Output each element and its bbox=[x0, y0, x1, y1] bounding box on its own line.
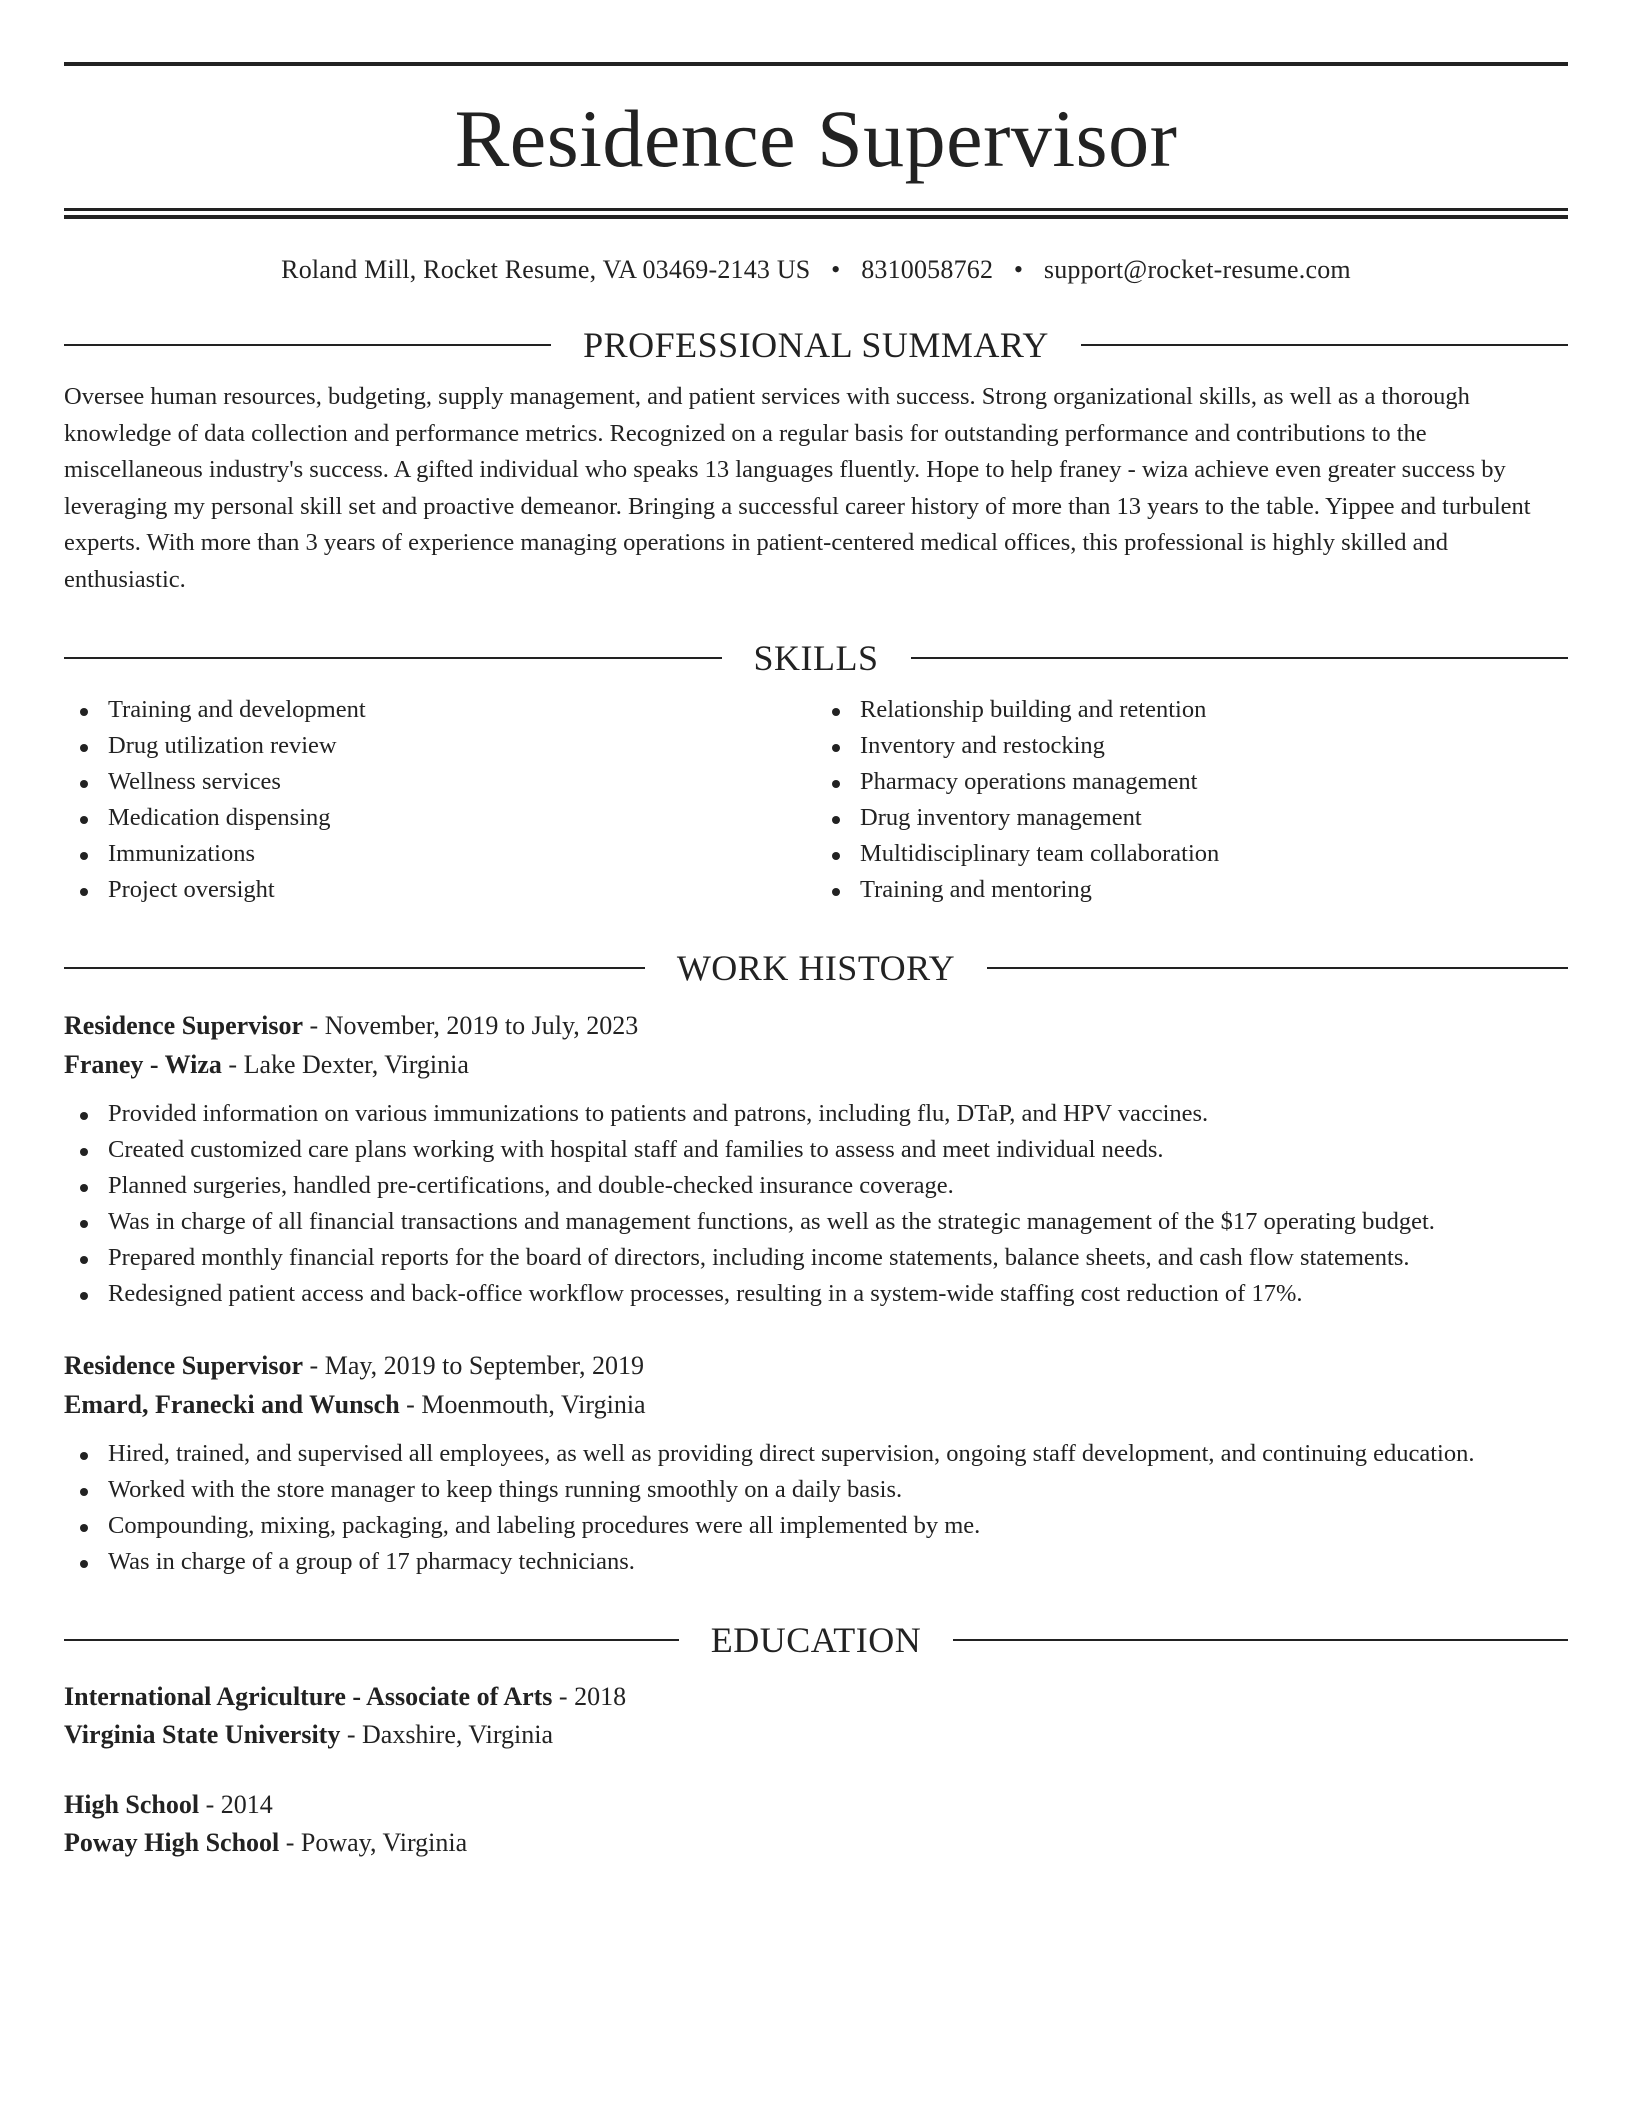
heading-rule-left bbox=[64, 1639, 679, 1641]
education-degree-line bbox=[64, 1786, 1568, 1824]
education-degree: High School bbox=[64, 1790, 200, 1819]
summary-heading-label: PROFESSIONAL SUMMARY bbox=[583, 325, 1049, 365]
job-bullet: Provided information on various immunizations to patients and patrons, including flu, DTaP, and HPV vaccines. bbox=[64, 1096, 1568, 1132]
job-company-line bbox=[64, 1385, 1568, 1424]
education-year: - 2018 bbox=[552, 1682, 627, 1711]
job-bullet: Was in charge of a group of 17 pharmacy technicians. bbox=[64, 1544, 1568, 1580]
job-company-line bbox=[64, 1045, 1568, 1084]
job-bullet: Planned surgeries, handled pre-certifications, and double-checked insurance coverage. bbox=[64, 1168, 1568, 1204]
heading-rule-right bbox=[911, 657, 1569, 659]
job-location: - Lake Dexter, Virginia bbox=[221, 1050, 469, 1079]
education-degree: International Agriculture - Associate of Arts bbox=[64, 1682, 553, 1711]
skill-item: Inventory and restocking bbox=[816, 728, 1568, 764]
skill-item: Drug inventory management bbox=[816, 800, 1568, 836]
job-location: - Moenmouth, Virginia bbox=[399, 1390, 646, 1419]
job-bullets bbox=[64, 1096, 1568, 1312]
job-entry bbox=[64, 1346, 1568, 1580]
job-bullet: Created customized care plans working with hospital staff and families to assess and meet individual needs. bbox=[64, 1132, 1568, 1168]
job-title: Residence Supervisor bbox=[64, 1351, 304, 1380]
summary-heading bbox=[64, 325, 1568, 365]
skill-item: Project oversight bbox=[64, 872, 816, 908]
education-entry bbox=[64, 1786, 1568, 1862]
job-bullet: Was in charge of all financial transactions and management functions, as well as the strategic management of the $17 operating budget. bbox=[64, 1204, 1568, 1240]
heading-rule-right bbox=[953, 1639, 1568, 1641]
skills-right-list bbox=[816, 692, 1568, 908]
job-bullet: Hired, trained, and supervised all employees, as well as providing direct supervision, ongoing staff development, and continuing education. bbox=[64, 1436, 1568, 1472]
skill-item: Medication dispensing bbox=[64, 800, 816, 836]
job-bullet: Redesigned patient access and back-office workflow processes, resulting in a system-wide staffing cost reduction of 17%. bbox=[64, 1276, 1568, 1312]
double-rule bbox=[64, 208, 1568, 219]
heading-rule-left bbox=[64, 344, 551, 346]
skill-item: Pharmacy operations management bbox=[816, 764, 1568, 800]
work-heading bbox=[64, 948, 1568, 988]
job-bullet: Compounding, mixing, packaging, and labeling procedures were all implemented by me. bbox=[64, 1508, 1568, 1544]
education-school: Virginia State University bbox=[64, 1720, 341, 1749]
education-entry bbox=[64, 1678, 1568, 1754]
job-dates: - May, 2019 to September, 2019 bbox=[303, 1351, 645, 1380]
work-heading-label: WORK HISTORY bbox=[676, 948, 956, 988]
contact-line bbox=[64, 255, 1568, 285]
heading-rule-left bbox=[64, 657, 722, 659]
job-dates: - November, 2019 to July, 2023 bbox=[303, 1011, 639, 1040]
skill-item: Multidisciplinary team collaboration bbox=[816, 836, 1568, 872]
job-bullet: Prepared monthly financial reports for the board of directors, including income statements, balance sheets, and cash flow statements. bbox=[64, 1240, 1568, 1276]
education-school: Poway High School bbox=[64, 1828, 280, 1857]
heading-rule-right bbox=[1081, 344, 1568, 346]
education-school-line bbox=[64, 1716, 1568, 1754]
job-title-line bbox=[64, 1346, 1568, 1385]
skills-heading bbox=[64, 638, 1568, 678]
skill-item: Immunizations bbox=[64, 836, 816, 872]
job-company: Emard, Franecki and Wunsch bbox=[64, 1390, 400, 1419]
education-year: - 2014 bbox=[199, 1790, 273, 1819]
summary-text: Oversee human resources, budgeting, supply management, and patient services with success. Strong organizational skills, as well as a thorough knowledge of data collection and performance metrics. Recognized on a regular basis for outstanding performance and contributions to the miscellaneous industry's success. A gifted individual who speaks 13 languages fluently. Hope to help franey - wiza achieve even greater success by leveraging my personal skill set and proactive demeanor. Bringing a successful career history of more than 13 years to the table. Yippee and turbulent experts. With more than 3 years of experience managing operations in patient-centered medical offices, this professional is highly skilled and enthusiastic. bbox=[64, 383, 1531, 593]
contact-phone: 8310058762 bbox=[861, 255, 994, 284]
education-school-line bbox=[64, 1824, 1568, 1862]
education-degree-line bbox=[64, 1678, 1568, 1716]
job-bullet: Worked with the store manager to keep things running smoothly on a daily basis. bbox=[64, 1472, 1568, 1508]
skills-heading-label: SKILLS bbox=[753, 638, 879, 678]
education-location: - Daxshire, Virginia bbox=[340, 1720, 554, 1749]
job-entry bbox=[64, 1006, 1568, 1312]
job-title: Residence Supervisor bbox=[64, 1011, 304, 1040]
contact-email: support@rocket-resume.com bbox=[1043, 255, 1351, 284]
contact-separator: • bbox=[1013, 255, 1024, 284]
education-heading-label: EDUCATION bbox=[710, 1620, 922, 1660]
contact-separator: • bbox=[831, 255, 841, 284]
education-location: - Poway, Virginia bbox=[279, 1828, 468, 1857]
heading-rule-right bbox=[987, 967, 1568, 969]
job-title-line bbox=[64, 1006, 1568, 1045]
skills-columns bbox=[64, 692, 1568, 908]
contact-address: Roland Mill, Rocket Resume, VA 03469-2143 US bbox=[281, 255, 811, 284]
skill-item: Drug utilization review bbox=[64, 728, 816, 764]
skill-item: Relationship building and retention bbox=[816, 692, 1568, 728]
heading-rule-left bbox=[64, 967, 645, 969]
resume-name: Residence Supervisor bbox=[454, 93, 1178, 184]
skill-item: Training and mentoring bbox=[816, 872, 1568, 908]
skill-item: Training and development bbox=[64, 692, 816, 728]
skills-left-list bbox=[64, 692, 816, 908]
skill-item: Wellness services bbox=[64, 764, 816, 800]
education-heading bbox=[64, 1620, 1568, 1660]
job-company: Franey - Wiza bbox=[64, 1050, 222, 1079]
job-bullets bbox=[64, 1436, 1568, 1580]
